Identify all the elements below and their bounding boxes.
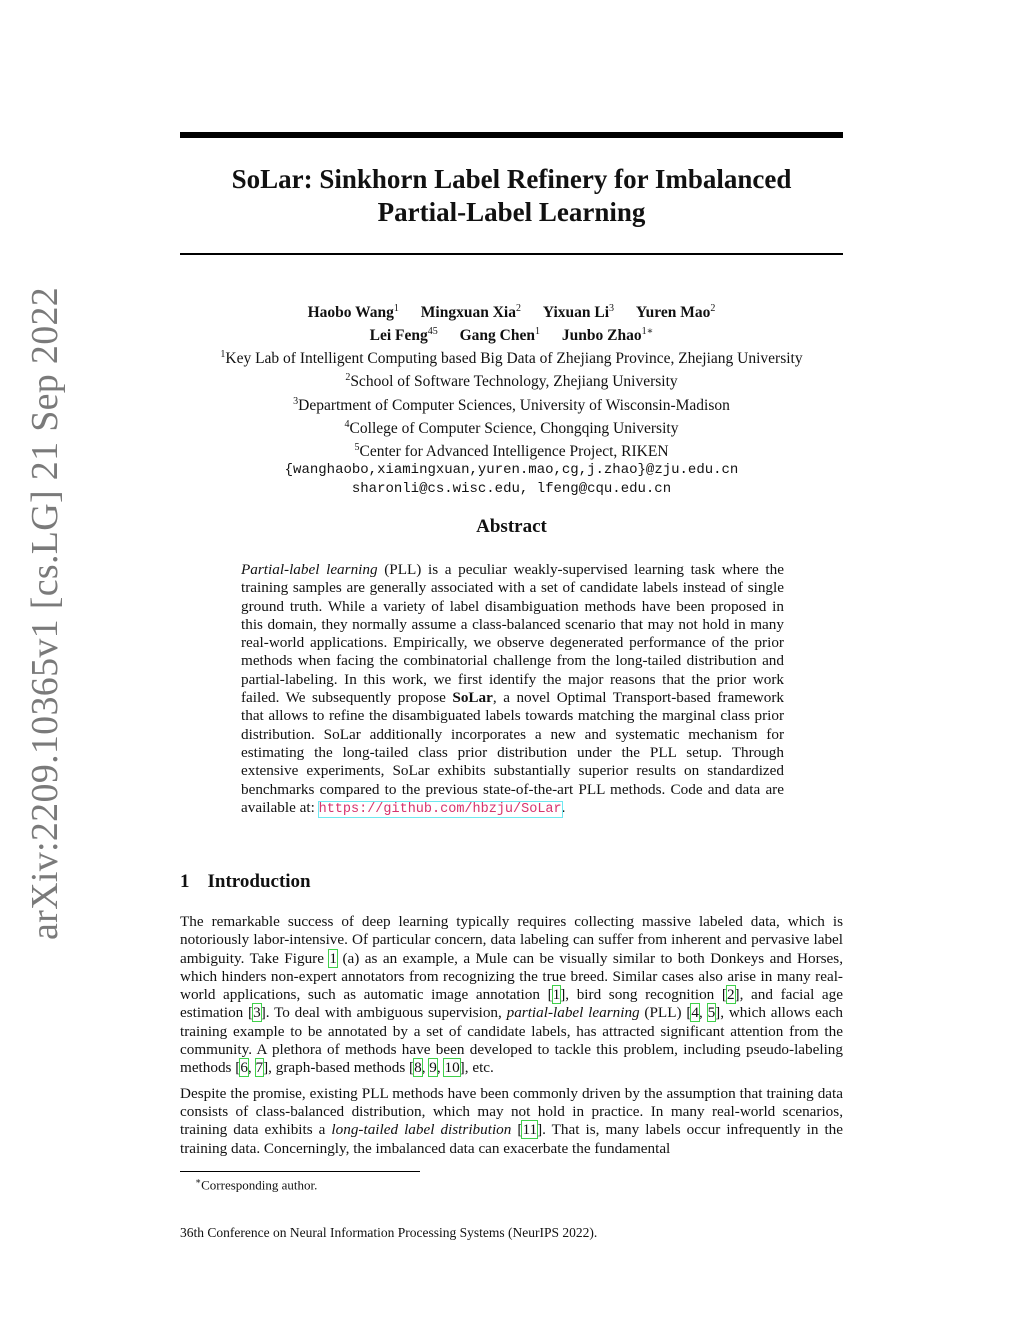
author: Yuren Mao$^2$ [635, 303, 716, 322]
citation-link[interactable]: 4 [691, 1004, 699, 1022]
citation-link[interactable]: 3 [253, 1004, 261, 1022]
author-block [180, 299, 843, 499]
method-name: SoLar [452, 689, 493, 707]
footnote-rule [180, 1171, 420, 1172]
conference-note: 36th Conference on Neural Information Processing Systems (NeurIPS 2022). [180, 1225, 598, 1240]
affiliation: $^2$School of Software Technology, Zhejiang University [345, 372, 678, 391]
citation-link[interactable]: 2 [726, 986, 735, 1004]
paragraph: Despite the promise, existing PLL methods have been commonly driven by the assumption that training data consists of class-balanced distribution, which may not hold in practice. In many real-world scenarios, training data exhibits a long-tailed label distribution [11]. That is, many labels occur infrequently in the training data. Concerningly, the imbalanced data can exacerbate the fundamental [180, 1084, 843, 1157]
section-number: 1 [180, 871, 190, 892]
citation-link[interactable]: 6 [240, 1059, 248, 1077]
affiliation: $^1$Key Lab of Intelligent Computing based Big Data of Zhejiang Province, Zhejiang University [220, 349, 803, 368]
paper-title [180, 163, 843, 229]
title-line-1: SoLar: Sinkhorn Label Refinery for Imbalanced [231, 164, 792, 194]
citation-link[interactable]: 10 [444, 1059, 460, 1077]
citation-link[interactable]: 7 [255, 1059, 264, 1077]
footnote: ∗Corresponding author. [195, 1176, 318, 1193]
abstract-heading: Abstract [476, 516, 547, 537]
author: Gang Chen$^1$ [459, 326, 540, 345]
author: Yixuan Li$^3$ [542, 303, 615, 322]
title-line-2: Partial-Label Learning [377, 197, 646, 227]
author-line-2 [180, 322, 843, 345]
email-line: {wanghaobo,xiamingxuan,yuren.mao,cg,j.zhao}@zju.edu.cn [284, 462, 739, 479]
author: Lei Feng$^{45}$ [369, 326, 438, 345]
paragraph: The remarkable success of deep learning typically requires collecting massive labeled data, which is notoriously labor-intensive. Of particular concern, data labeling can suffer from inherent and pervasive label ambiguity. Take Figure 1 (a) as an example, a Mule can be visually similar to both Donkeys and Horses, which hinders non-expert annotators from recognizing the true breed. Similar cases also arise in many real-world applications, such as automatic image annotation [1], bird song recognition [2], and facial age estimation [3]. To deal with ambiguous supervision, partial-label learning (PLL) [4, 5], which allows each training example to be annotated by a set of candidate labels, has attracted significant attention from the community. A plethora of methods have been developed to tackle this problem, including pseudo-labeling methods [6, 7], graph-based methods [8, 9, 10], etc. [180, 913, 843, 1077]
figure-ref[interactable]: 1 [329, 949, 338, 967]
arxiv-stamp: arXiv:2209.10365v1 [cs.LG] 21 Sep 2022 [24, 286, 66, 940]
section-title: Introduction [207, 871, 311, 892]
citation-link[interactable]: 11 [522, 1121, 538, 1139]
email-line: sharonli@cs.wisc.edu, lfeng@cqu.edu.cn [351, 481, 672, 498]
introduction-body [180, 913, 843, 1165]
title-top-rule [180, 132, 843, 138]
section-heading [180, 871, 311, 893]
citation-link[interactable]: 9 [429, 1059, 437, 1077]
citation-link[interactable]: 1 [552, 986, 561, 1004]
abstract-body: Partial-label learning (PLL) is a peculiar weakly-supervised learning task where the training samples are generally associated with a set of candidate labels instead of single ground truth. While a variety of label disambiguation methods have been proposed in this domain, they normally assume a class-balanced scenario that may not hold in many real-world applications. Empirically, we observe degenerated performance of the prior methods when facing the combinatorial challenge from the long-tailed distribution and partial-labeling. In this work, we first identify the major reasons that the prior work failed. We subsequently propose SoLar, a novel Optimal Transport-based framework that allows to refine the disambiguated labels towards matching the marginal class prior distribution. SoLar additionally incorporates a new and systematic mechanism for estimating the long-tailed class prior distribution under the PLL setup. Through extensive experiments, SoLar exhibits substantially superior results on standardized benchmarks compared to the previous state-of-the-art PLL methods. Code and data are available at: https://github.com/hbzju/SoLar. [241, 561, 784, 817]
affiliation: $^5$Center for Advanced Intelligence Project, RIKEN [354, 441, 669, 461]
affiliation: $^4$College of Computer Science, Chongqing University [344, 418, 679, 437]
abstract-term: Partial-label learning [241, 561, 378, 578]
title-bottom-rule [180, 253, 843, 255]
citation-link[interactable]: 5 [707, 1004, 716, 1022]
author: Junbo Zhao$^{1∗}$ [561, 326, 654, 345]
code-link[interactable]: https://github.com/hbzju/SoLar [318, 801, 562, 817]
author: Haobo Wang$^1$ [307, 303, 399, 322]
author-line-1 [180, 299, 843, 322]
affiliation: $^3$Department of Computer Sciences, University of Wisconsin-Madison [293, 395, 730, 414]
citation-link[interactable]: 8 [414, 1059, 422, 1077]
author: Mingxuan Xia$^2$ [420, 303, 521, 322]
